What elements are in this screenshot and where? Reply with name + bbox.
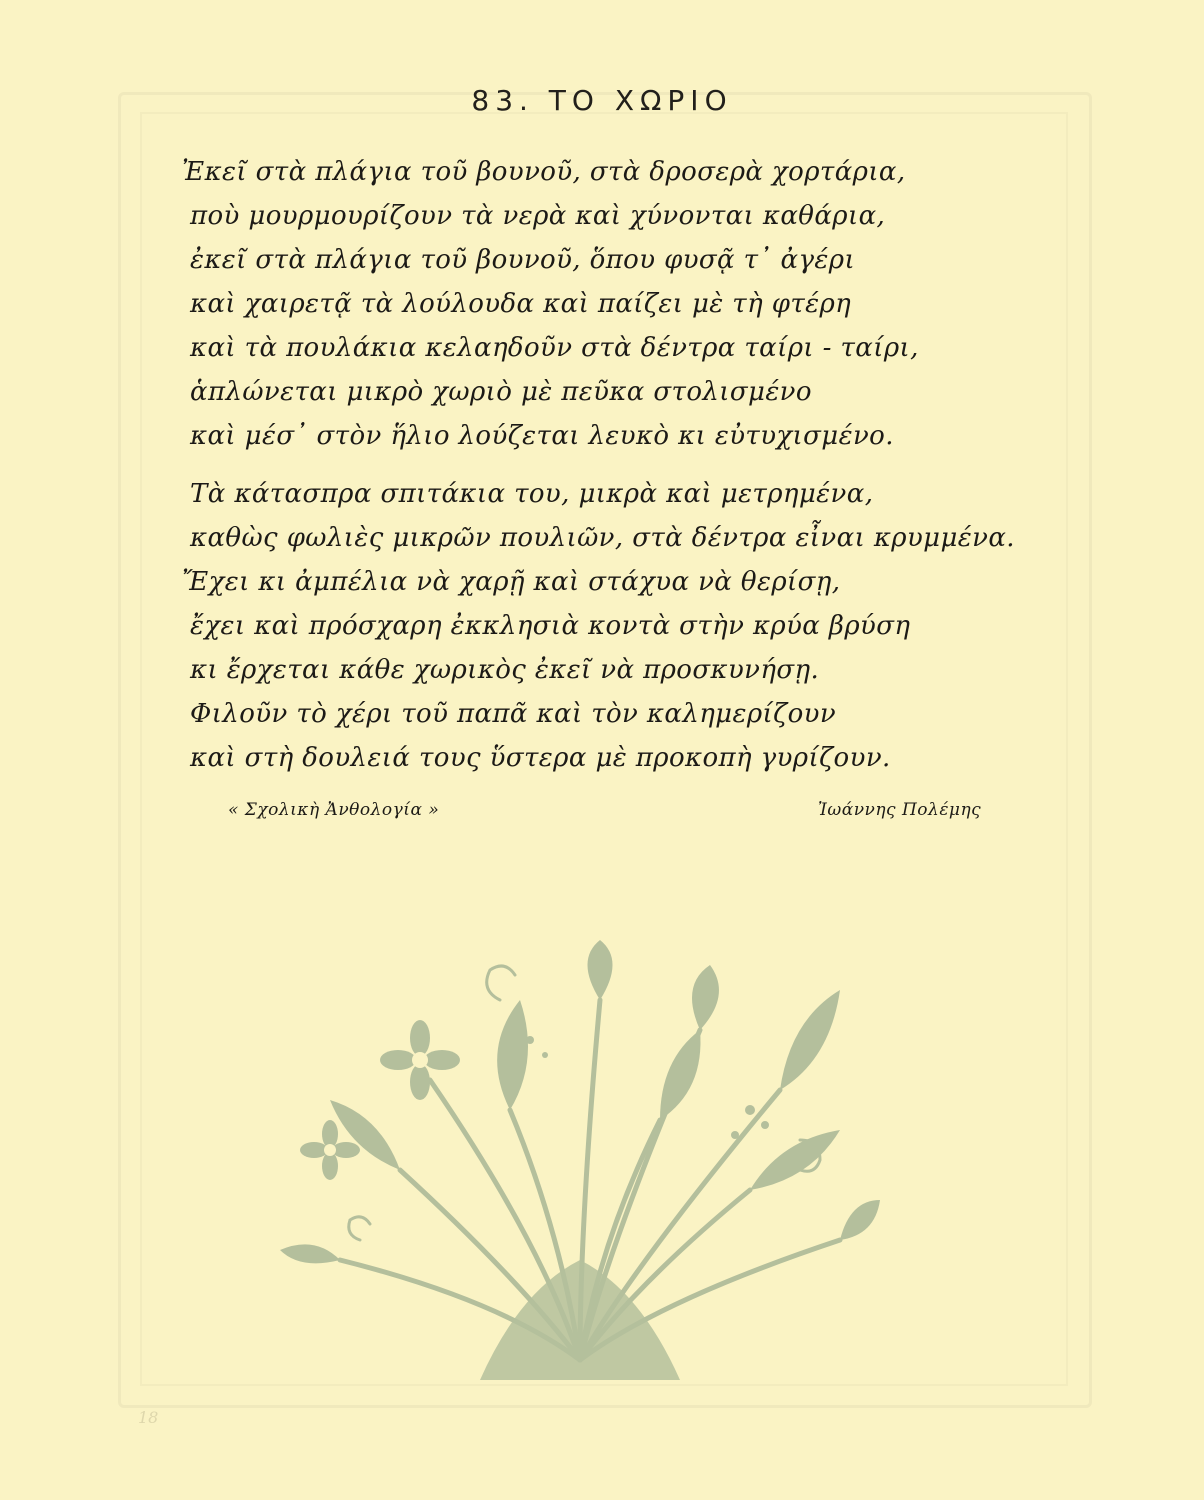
poem-line: ἐκεῖ στὰ πλάγια τοῦ βουνοῦ, ὅπου φυσᾷ τ᾽ ἀγέρι [190,245,856,275]
poem-line: καὶ μέσ᾽ στὸν ἥλιο λούζεται λευκὸ κι εὐτυχισμένο. [190,421,894,451]
poem-title: 83. ΤΟ ΧΩΡΙΟ [471,84,733,117]
poem-line: καὶ χαιρετᾷ τὰ λούλουδα καὶ παίζει μὲ τὴ φτέρη [190,289,852,319]
poem-line: καὶ στὴ δουλειά τους ὕστερα μὲ προκοπὴ γυρίζουν. [190,743,891,773]
author-name: Ἰωάννης Πολέμης [818,800,982,820]
stanza-2 [182,472,1015,780]
source-citation: « Σχολικὴ Ἀνθολογία » [228,800,440,820]
poem-line: Ἔχει κι ἀμπέλια νὰ χαρῇ καὶ στάχυα νὰ θερίσῃ, [182,567,841,597]
poem-line: ἔχει καὶ πρόσχαρη ἐκκλησιὰ κοντὰ στὴν κρύα βρύση [190,611,911,641]
floral-illustration [280,940,880,1380]
poem-line: καὶ τὰ πουλάκια κελαηδοῦν στὰ δέντρα ταίρι - ταίρι, [190,333,919,363]
poem-line: Τὰ κάτασπρα σπιτάκια του, μικρὰ καὶ μετρημένα, [190,479,874,509]
poem-line: κι ἔρχεται κάθε χωρικὸς ἐκεῖ νὰ προσκυνήσῃ. [190,655,820,685]
poem-line: Φιλοῦν τὸ χέρι τοῦ παπᾶ καὶ τὸν καλημερίζουν [190,699,837,729]
poem-line: Ἐκεῖ στὰ πλάγια τοῦ βουνοῦ, στὰ δροσερὰ χορτάρια, [182,157,906,187]
poem-line: ποὺ μουρμουρίζουν τὰ νερὰ καὶ χύνονται καθάρια, [190,201,886,231]
poem-line: καθὼς φωλιὲς μικρῶν πουλιῶν, στὰ δέντρα εἶναι κρυμμένα. [190,523,1015,553]
stanza-1 [182,150,919,458]
poem-line: ἁπλώνεται μικρὸ χωριὸ μὲ πεῦκα στολισμένο [190,377,812,407]
page-number: 18 [138,1408,159,1427]
